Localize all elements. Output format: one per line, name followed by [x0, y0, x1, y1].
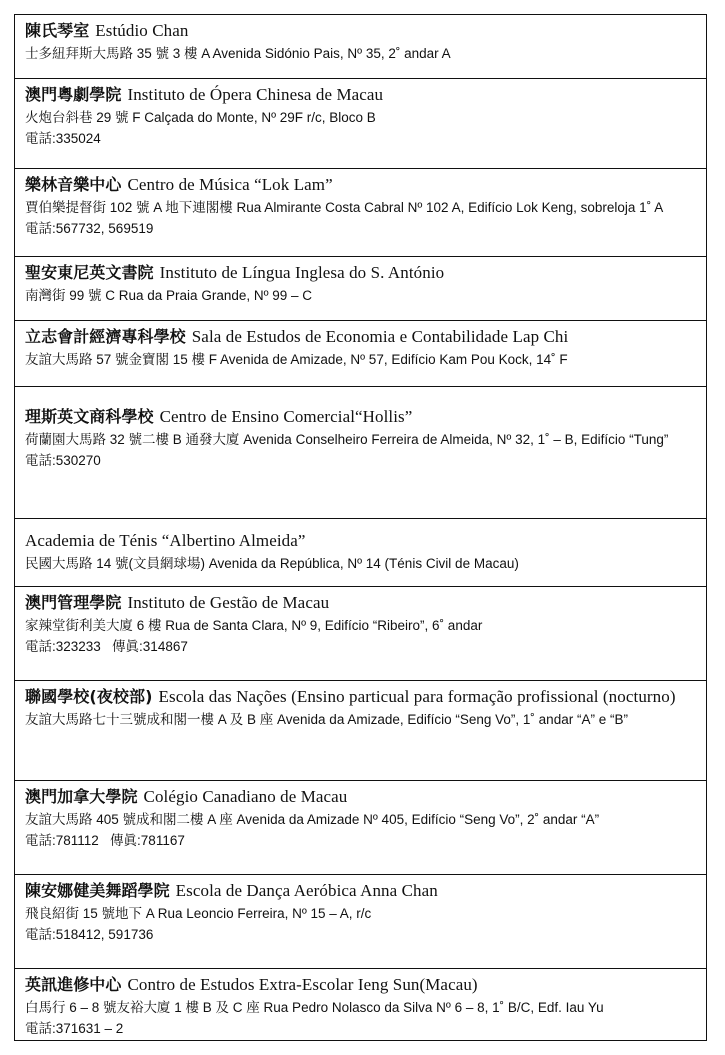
- entry-anna-chan: [15, 875, 706, 969]
- cn-name: 理斯英文商科學校: [25, 407, 154, 426]
- cn-name: 樂林音樂中心: [25, 175, 122, 194]
- pt-name: Centro de Música “Lok Lam”: [127, 175, 333, 194]
- cn-name: 澳門加拿大學院: [25, 787, 138, 806]
- entry-nacoes: [15, 681, 706, 781]
- cn-name: 陳氏琴室: [25, 21, 90, 40]
- cn-name: 英訊進修中心: [25, 975, 122, 994]
- entry-title: [25, 973, 697, 997]
- pt-name: Centro de Ensino Comercial“Hollis”: [159, 407, 413, 426]
- entry-ieng-sun: [15, 969, 706, 1041]
- address: 荷蘭園大馬路 32 號二樓 B 通發大廈 Avenida Conselheiro Ferreira de Almeida, Nº 32, 1˚ – B, Edifício “Tung”: [25, 432, 669, 447]
- entry-title: [25, 785, 697, 809]
- address: 南灣街 99 號 C Rua da Praia Grande, Nº 99 – C: [25, 288, 313, 303]
- phone: 電話:530270: [25, 453, 101, 468]
- entry-title: [25, 173, 697, 197]
- cn-name: 陳安娜健美舞蹈學院: [25, 881, 170, 900]
- entry-title: [25, 879, 697, 903]
- address: 民國大馬路 14 號(文員網球場) Avenida da República, Nº 14 (Ténis Civil de Macau): [25, 556, 519, 571]
- pt-name: Instituto de Ópera Chinesa de Macau: [127, 85, 384, 104]
- entry-title: [25, 83, 697, 107]
- address: 飛良紹街 15 號地下 A Rua Leoncio Ferreira, Nº 15 – A, r/c: [25, 906, 372, 921]
- pt-name: Escola das Nações (Ensino particual para formação profissional (nocturno): [158, 687, 676, 706]
- cn-name: 立志會計經濟專科學校: [25, 327, 186, 346]
- cn-name: 聖安東尼英文書院: [25, 263, 154, 282]
- entry-title: [25, 325, 697, 349]
- address: 士多紐拜斯大馬路 35 號 3 樓 A Avenida Sidónio Pais, Nº 35, 2˚ andar A: [25, 46, 451, 61]
- pt-name: Academia de Ténis “Albertino Almeida”: [25, 531, 306, 550]
- entry-lok-lam: [15, 169, 706, 257]
- address: 賈伯樂提督街 102 號 A 地下連閣樓 Rua Almirante Costa Cabral Nº 102 A, Edifício Lok Keng, sobreloja 1˚ A: [25, 200, 664, 215]
- phone: 電話:323233 傳眞:314867: [25, 639, 188, 654]
- directory-page: [14, 14, 707, 1041]
- entry-opera-chinesa: [15, 79, 706, 169]
- address: 家辣堂街利美大廈 6 樓 Rua de Santa Clara, Nº 9, Edifício “Ribeiro”, 6˚ andar: [25, 618, 483, 633]
- cn-name: 澳門管理學院: [25, 593, 122, 612]
- phone: 電話:335024: [25, 131, 101, 146]
- pt-name: Instituto de Língua Inglesa do S. António: [159, 263, 445, 282]
- entry-estudio-chan: [15, 15, 706, 79]
- address: 友誼大馬路七十三號成和閣一樓 A 及 B 座 Avenida da Amizade, Edifício “Seng Vo”, 1˚ andar “A” e “B”: [25, 712, 628, 727]
- phone: 電話:781112 傳眞:781167: [25, 833, 185, 848]
- pt-name: Estúdio Chan: [95, 21, 189, 40]
- pt-name: Colégio Canadiano de Macau: [143, 787, 348, 806]
- address: 火炮台斜巷 29 號 F Calçada do Monte, Nº 29F r/c, Bloco B: [25, 110, 376, 125]
- phone: 電話:567732, 569519: [25, 221, 154, 236]
- address: 友誼大馬路 57 號金寶閣 15 樓 F Avenida de Amizade, Nº 57, Edifício Kam Pou Kock, 14˚ F: [25, 352, 568, 367]
- phone: 電話:518412, 591736: [25, 927, 154, 942]
- entry-hollis: [15, 387, 706, 519]
- entry-gestao: [15, 587, 706, 681]
- cn-name: 聯國學校(夜校部): [25, 687, 153, 706]
- pt-name: Contro de Estudos Extra-Escolar Ieng Sun(Macau): [127, 975, 478, 994]
- entry-title: [25, 405, 697, 429]
- address: 友誼大馬路 405 號成和閣二樓 A 座 Avenida da Amizade Nº 405, Edifício “Seng Vo”, 2˚ andar “A”: [25, 812, 600, 827]
- entry-title: [25, 685, 698, 709]
- address: 白馬行 6 – 8 號友裕大廈 1 樓 B 及 C 座 Rua Pedro Nolasco da Silva Nº 6 – 8, 1˚ B/C, Edf. Iau Yu: [25, 1000, 604, 1015]
- entry-tenis: [15, 519, 706, 587]
- entry-canadiano: [15, 781, 706, 875]
- pt-name: Escola de Dança Aeróbica Anna Chan: [175, 881, 438, 900]
- cn-name: 澳門粵劇學院: [25, 85, 122, 104]
- pt-name: Instituto de Gestão de Macau: [127, 593, 330, 612]
- entry-title: [25, 19, 697, 43]
- entry-title: [25, 529, 697, 553]
- entry-lap-chi: [15, 321, 706, 387]
- pt-name: Sala de Estudos de Economia e Contabilidade Lap Chi: [191, 327, 569, 346]
- phone: 電話:371631 – 2: [25, 1021, 124, 1036]
- entry-sto-antonio: [15, 257, 706, 321]
- entry-title: [25, 261, 697, 285]
- entry-title: [25, 591, 697, 615]
